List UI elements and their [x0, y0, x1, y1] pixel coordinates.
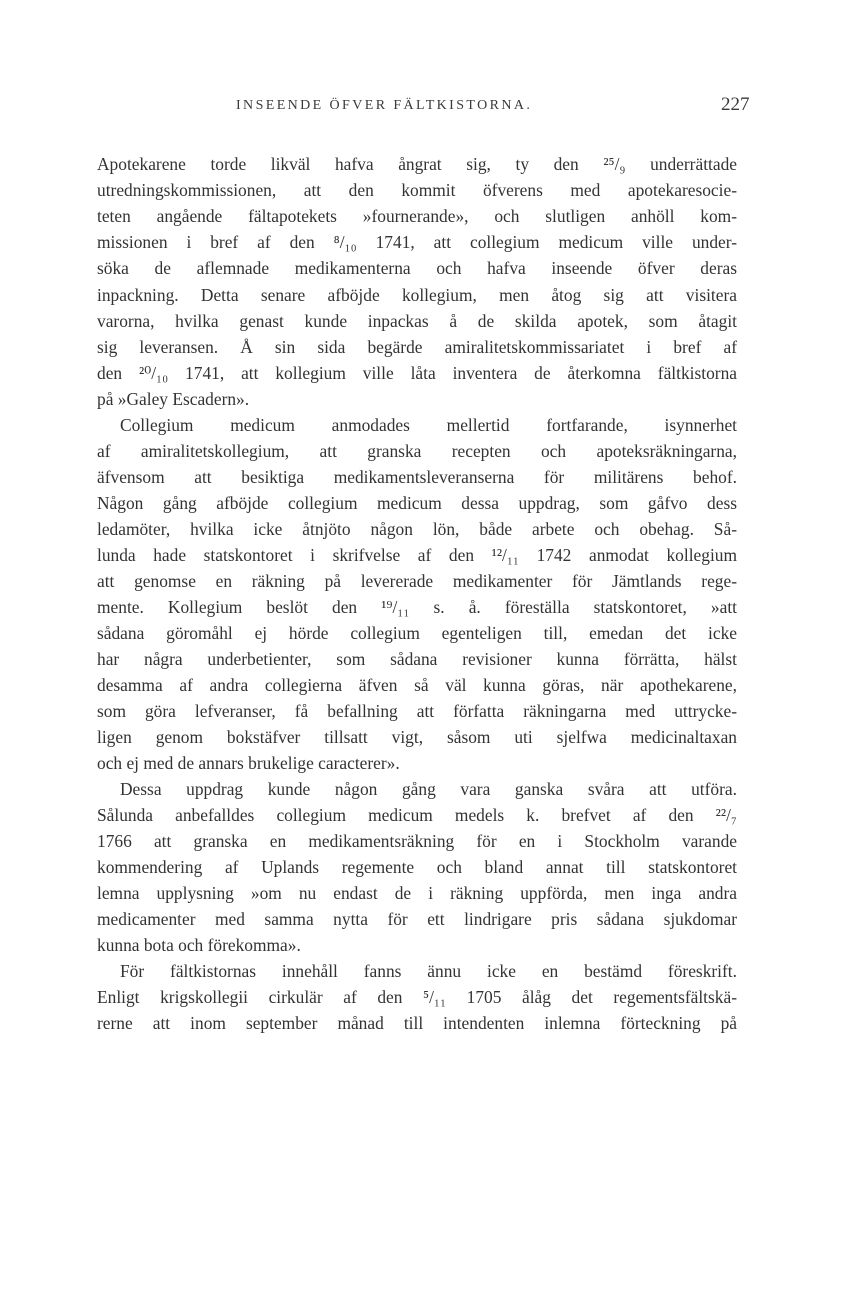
text-line: utredningskommissionen, att den kommit öfverens med apotekaresocie- [97, 180, 737, 200]
text-line: den ²⁰/₁₀ 1741, att kollegium ville låta inventera de återkomna fältkistorna [97, 363, 737, 383]
text-line: kunna bota och förekomma». [97, 935, 301, 955]
paragraph-start: För fältkistornas innehåll fanns ännu icke en bestämd föreskrift. [120, 961, 737, 981]
text-line: att genomse en räkning på levererade medikamenter för Jämtlands rege- [97, 571, 737, 591]
text-line: 1766 att granska en medikamentsräkning för en i Stockholm varande [97, 831, 737, 851]
text-line: lemna upplysning »om nu endast de i räkning uppförda, men inga andra [97, 883, 737, 903]
text-line: sådana göromåhl ej hörde collegium egenteligen till, emedan det icke [97, 623, 737, 643]
text-line: Sålunda anbefalldes collegium medicum medels k. brefvet af den ²²/₇ [97, 805, 737, 825]
page-number: 227 [721, 94, 750, 115]
text-line: mente. Kollegium beslöt den ¹⁹/₁₁ s. å. föreställa statskontoret, »att [97, 597, 737, 617]
text-line: missionen i bref af den ⁸/₁₀ 1741, att collegium medicum ville under- [97, 232, 737, 252]
text-line: har några underbetienter, som sådana revisioner kunna förrätta, hälst [97, 649, 737, 669]
paragraph-start: Dessa uppdrag kunde någon gång vara ganska svåra att utföra. [120, 779, 737, 799]
text-line: af amiralitetskollegium, att granska recepten och apoteksräkningarna, [97, 441, 737, 461]
text-line: söka de aflemnade medikamenterna och hafva inseende öfver deras [97, 258, 737, 278]
text-line: kommendering af Uplands regemente och bland annat till statskontoret [97, 857, 737, 877]
text-line: teten angående fältapotekets »fournerande», och slutligen anhöll kom- [97, 206, 737, 226]
running-header: INSEENDE ÖFVER FÄLTKISTORNA. [236, 98, 533, 113]
text-line: sig leveransen. Å sin sida begärde amiralitetskommissariatet i bref af [97, 337, 737, 357]
text-line: på »Galey Escadern». [97, 389, 250, 409]
text-line: ligen genom bokstäfver tillsatt vigt, såsom uti sjelfwa medicinaltaxan [97, 727, 737, 747]
text-line: äfvensom att besiktiga medikamentsleveranserna för militärens behof. [97, 467, 737, 487]
text-line: lunda hade statskontoret i skrifvelse af den ¹²/₁₁ 1742 anmodat kollegium [97, 545, 737, 565]
text-line: Apotekarene torde likväl hafva ångrat sig, ty den ²⁵/₉ underrättade [97, 154, 737, 174]
text-line: rerne att inom september månad till intendenten inlemna förteckning på [97, 1013, 737, 1033]
text-line: som göra lefveranser, få befallning att författa räkningarna med uttrycke- [97, 701, 737, 721]
text-line: varorna, hvilka genast kunde inpackas å de skilda apotek, som åtagit [97, 311, 737, 331]
text-line: Enligt krigskollegii cirkulär af den ⁵/₁₁ 1705 ålåg det regementsfältskä- [97, 987, 737, 1007]
text-line: och ej med de annars brukelige caracterer». [97, 753, 400, 773]
text-line: Någon gång afböjde collegium medicum dessa uppdrag, som gåfvo dess [97, 493, 737, 513]
text-line: inpackning. Detta senare afböjde kollegium, men åtog sig att visitera [97, 285, 737, 305]
text-line: desamma af andra collegierna äfven så väl kunna göras, när apothekarene, [97, 675, 737, 695]
text-line: ledamöter, hvilka icke åtnjöto någon lön, både arbete och obehag. Så- [97, 519, 737, 539]
text-line: medicamenter med samma nytta för ett lindrigare pris sådana sjukdomar [97, 909, 737, 929]
paragraph-start: Collegium medicum anmodades mellertid fortfarande, isynnerhet [120, 415, 737, 435]
